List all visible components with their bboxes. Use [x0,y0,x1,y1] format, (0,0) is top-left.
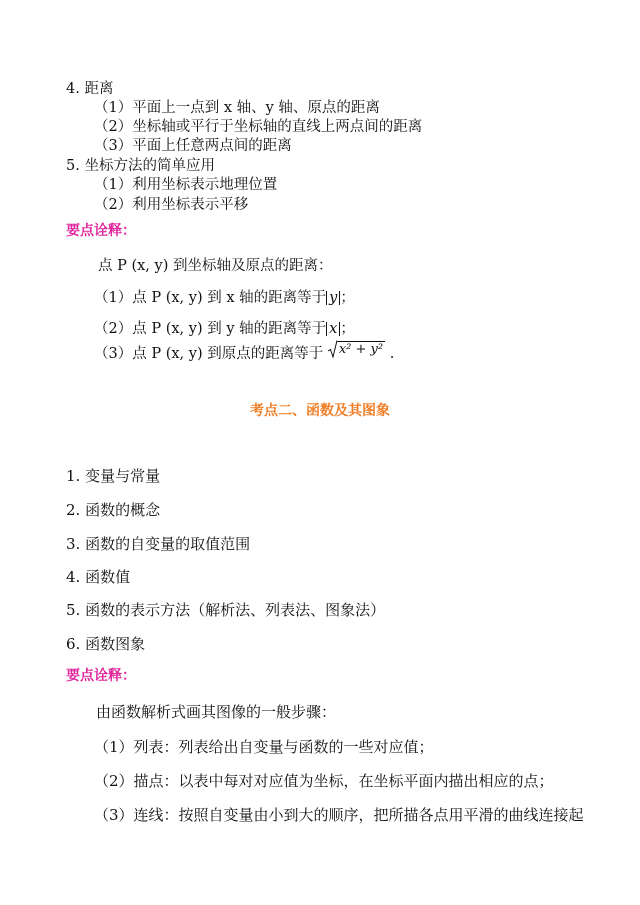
list-item: （1）利用坐标表示地理位置 [94,177,278,193]
section-title: 考点二、函数及其图象 [250,403,390,419]
absolute-value-y: y [326,291,340,305]
formula-line-3 [94,340,394,363]
formula-punct: . [389,346,395,362]
list-item: 6. 函数图象 [66,635,146,653]
list-item: 4. 函数值 [66,568,131,586]
absolute-value-x: x [326,322,340,336]
section-heading: 5. 坐标方法的简单应用 [66,158,215,174]
section-heading: 4. 距离 [66,81,114,97]
note-label: 要点诠释： [66,223,136,239]
note-intro: 由函数解析式画其图像的一般步骤： [96,703,337,721]
list-item: 5. 函数的表示方法（解析法、列表法、图象法） [66,601,386,619]
formula-punct: ； [340,290,355,306]
list-item: （3）平面上任意两点间的距离 [94,138,292,154]
note-label: 要点诠释： [66,668,136,684]
list-item: 3. 函数的自变量的取值范围 [66,535,251,553]
formula-line-2 [94,320,355,338]
list-item: （2）坐标轴或平行于坐标轴的直线上两点间的距离 [94,119,423,135]
radical-sign-icon [328,340,337,358]
formula-text: （3）点 P (x, y) 到原点的距离等于 [94,346,324,362]
step-item: （1）列表：列表给出自变量与函数的一些对应值； [94,738,434,756]
note-intro: 点 P (x, y) 到坐标轴及原点的距离： [98,258,333,274]
step-item: （3）连线：按照自变量由小到大的顺序，把所描各点用平滑的曲线连接起 [94,806,584,824]
formula-punct: ； [340,321,355,337]
list-item: 2. 函数的概念 [66,501,161,519]
formula-text: （2）点 P (x, y) 到 y 轴的距离等于 [94,321,327,337]
list-item: （1）平面上一点到 x 轴、y 轴、原点的距离 [94,100,380,116]
step-item: （2）描点：以表中每对对应值为坐标，在坐标平面内描出相应的点； [94,772,554,790]
list-item: 1. 变量与常量 [66,467,161,485]
formula-line-1 [94,289,355,307]
formula-text: （1）点 P (x, y) 到 x 轴的距离等于 [94,290,327,306]
radicand: x² + y² [338,342,384,357]
list-item: （2）利用坐标表示平移 [94,197,249,213]
square-root [328,340,385,358]
